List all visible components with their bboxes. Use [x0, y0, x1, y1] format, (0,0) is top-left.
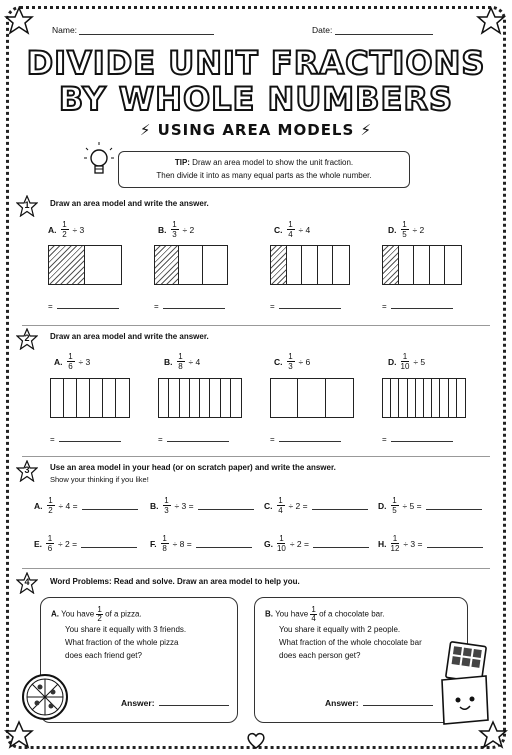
- star-icon: [4, 720, 34, 750]
- area-model[interactable]: [158, 378, 242, 418]
- section-instruction: Draw an area model and write the answer.: [50, 199, 209, 208]
- section-instruction: Word Problems: Read and solve. Draw an area model to help you.: [50, 577, 300, 586]
- section-1: [16, 195, 496, 325]
- problem-c[interactable]: C. $\frac{1}{4}$ ÷ 2 =: [264, 496, 368, 515]
- section-number-badge: 1: [16, 195, 38, 217]
- area-model[interactable]: [382, 378, 466, 418]
- area-model[interactable]: [270, 378, 354, 418]
- area-model[interactable]: [382, 245, 462, 285]
- problem-c: C. $\frac{1}{4}$ ÷ 4: [274, 220, 311, 239]
- answer-blank[interactable]: =: [154, 301, 225, 311]
- answer-blank[interactable]: =: [270, 434, 341, 444]
- problem-d: D. $\frac{1}{5}$ ÷ 2: [388, 220, 425, 239]
- section-2: [16, 328, 496, 456]
- word-problem-a: A. You have $\frac{1}{2}$ of a pizza. You share it equally with 3 friends. What fraction of the whole pizza does each friend get? Answer:: [40, 597, 238, 723]
- answer-blank[interactable]: =: [50, 434, 121, 444]
- section-divider: [22, 568, 490, 569]
- area-model[interactable]: [50, 378, 130, 418]
- problem-c: C. $\frac{1}{3}$ ÷ 6: [274, 352, 311, 371]
- page-title-line2: BY WHOLE NUMBERS: [58, 80, 454, 118]
- area-model[interactable]: [48, 245, 122, 285]
- pizza-icon: [20, 672, 70, 722]
- name-field[interactable]: Name:: [52, 25, 214, 35]
- lightbulb-icon: [84, 142, 114, 184]
- answer-field[interactable]: Answer:: [121, 697, 229, 710]
- page-title: DIVIDE UNIT FRACTIONS: [26, 44, 486, 82]
- tip-box: TIP: Draw an area model to show the unit fraction. Then divide it into as many equal parts as the whole number.: [118, 151, 410, 188]
- problem-e[interactable]: E. $\frac{1}{6}$ ÷ 2 =: [34, 534, 137, 553]
- problem-b: B. $\frac{1}{8}$ ÷ 4: [164, 352, 201, 371]
- heart-icon: [246, 732, 266, 750]
- star-icon: [476, 6, 506, 36]
- section-instruction: Draw an area model and write the answer.: [50, 332, 209, 341]
- problem-h[interactable]: H. $\frac{1}{12}$ ÷ 3 =: [378, 534, 483, 553]
- problem-a[interactable]: A. $\frac{1}{2}$ ÷ 4 =: [34, 496, 138, 515]
- section-instruction: Use an area model in your head (or on scratch paper) and write the answer.: [50, 463, 336, 472]
- word-problem-b: B. You have $\frac{1}{4}$ of a chocolate bar. You share it equally with 2 people. What fraction of the whole chocolate bar does each person get? Answer:: [254, 597, 468, 723]
- section-subinstruction: Show your thinking if you like!: [50, 475, 149, 484]
- answer-blank[interactable]: =: [382, 434, 453, 444]
- answer-blank[interactable]: =: [382, 301, 453, 311]
- answer-field[interactable]: Answer:: [325, 697, 433, 710]
- problem-b: B. $\frac{1}{3}$ ÷ 2: [158, 220, 195, 239]
- area-model[interactable]: [270, 245, 350, 285]
- date-field[interactable]: Date:: [312, 25, 433, 35]
- problem-d[interactable]: D. $\frac{1}{5}$ ÷ 5 =: [378, 496, 482, 515]
- chocolate-bar-icon: [436, 640, 492, 726]
- answer-blank[interactable]: =: [270, 301, 341, 311]
- page-subtitle: ⚡ USING AREA MODELS ⚡: [139, 121, 373, 139]
- star-icon: [4, 6, 34, 36]
- problem-a: A. $\frac{1}{2}$ ÷ 3: [48, 220, 85, 239]
- section-divider: [22, 325, 490, 326]
- section-divider: [22, 456, 490, 457]
- problem-d: D. $\frac{1}{10}$ ÷ 5: [388, 352, 426, 371]
- section-4: [16, 572, 496, 594]
- problem-f[interactable]: F. $\frac{1}{8}$ ÷ 8 =: [150, 534, 252, 553]
- section-number-badge: 2: [16, 328, 38, 350]
- answer-blank[interactable]: =: [158, 434, 229, 444]
- section-3: [16, 460, 496, 568]
- section-number-badge: 4: [16, 572, 38, 594]
- answer-blank[interactable]: =: [48, 301, 119, 311]
- problem-a: A. $\frac{1}{6}$ ÷ 3: [54, 352, 91, 371]
- problem-g[interactable]: G. $\frac{1}{10}$ ÷ 2 =: [264, 534, 369, 553]
- section-number-badge: 3: [16, 460, 38, 482]
- problem-b[interactable]: B. $\frac{1}{3}$ ÷ 3 =: [150, 496, 254, 515]
- area-model[interactable]: [154, 245, 228, 285]
